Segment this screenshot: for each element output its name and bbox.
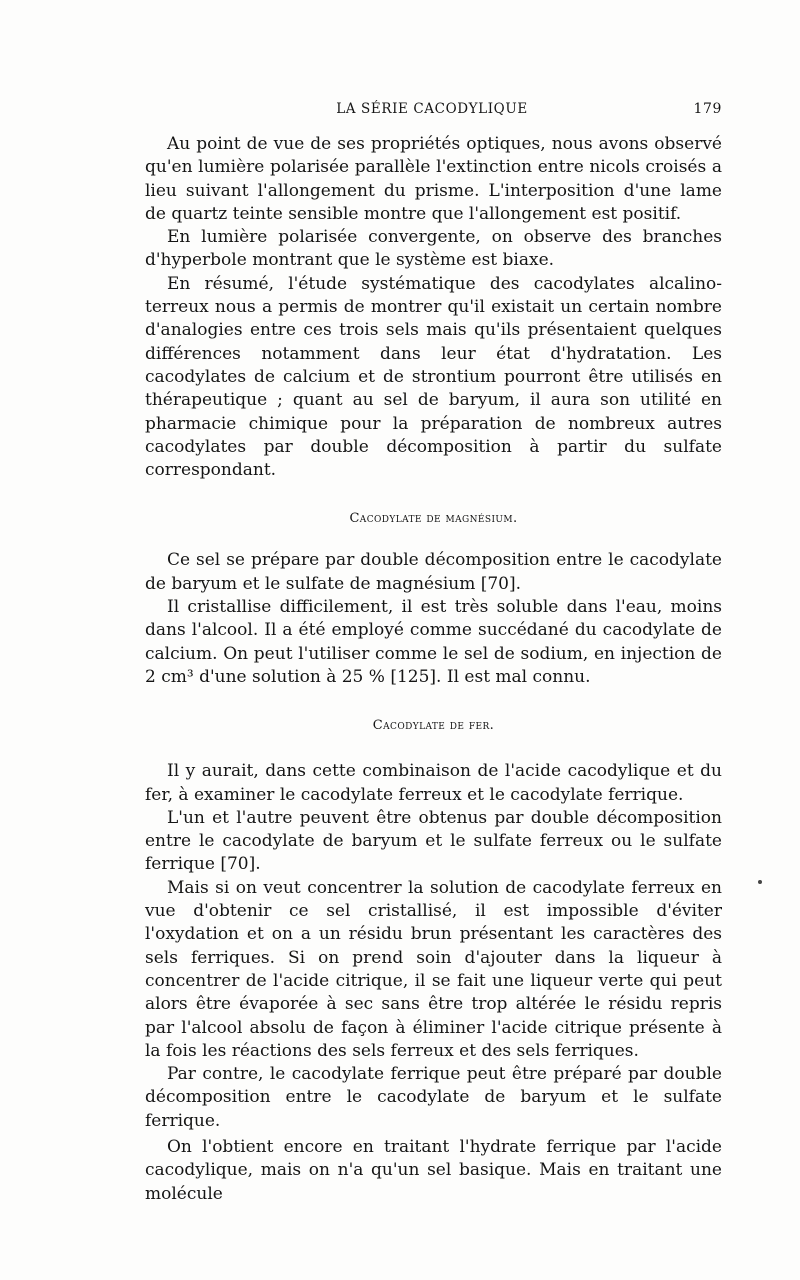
paragraph-summary: En résumé, l'étude systématique des cacodylates alcalino-terreux nous a permis de montrer qu'il existait un certain nombre d'analogies entre ces trois sels mais qu'ils présentaient quelques différences notamment dans leur état d'hydratation. Les cacodylates de calcium et de strontium pourront être utilisés en thérapeutique ; quant au sel de baryum, il aura son utilité en pharmacie chimique pour la préparation de nombreux autres cacodylates par double décomposition à partir du sulfate correspondant. (145, 273, 722, 481)
paragraph-iron-hydrate: On l'obtient encore en traitant l'hydrate ferrique par l'acide cacodylique, mais on n'a qu'un sel basique. Mais en traitant une molécule (145, 1136, 722, 1204)
paragraph-iron-preparation: L'un et l'autre peuvent être obtenus par double décomposition entre le cacodylate de baryum et le sulfate ferreux ou le sulfate ferrique [70]. (145, 807, 722, 875)
page-number: 179 (693, 101, 722, 117)
paragraph-convergent-light: En lumière polarisée convergente, on observe des branches d'hyperbole montrant que le système est biaxe. (145, 227, 722, 271)
paragraph-magnesium-preparation: Ce sel se prépare par double décomposition entre le cacodylate de baryum et le sulfate de magnésium [70]. (145, 550, 722, 594)
paragraph-iron-oxidation: Mais si on veut concentrer la solution de cacodylate ferreux en vue d'obtenir ce sel cristallisé, il est impossible d'éviter l'oxydation et on a un résidu brun présentant les caractères des sels ferriques. Si on prend soin d'ajouter dans la liqueur à concentrer de l'acide citrique, il se fait une liqueur verte qui peut alors être évaporée à sec sans être trop altérée le résidu repris par l'alcool absolu de façon à éliminer l'acide citrique présente à la fois les réactions des sels ferreux et des sels ferriques. (145, 877, 722, 1061)
paragraph-optical-properties: Au point de vue de ses propriétés optiques, nous avons observé qu'en lumière polarisée parallèle l'extinction entre nicols croisés a lieu suivant l'allongement du prisme. L'interposition d'une lame de quartz teinte sensible montre que l'allongement est positif. (145, 134, 722, 224)
paragraph-magnesium-properties: Il cristallise difficilement, il est très soluble dans l'eau, moins dans l'alcool. Il a été employé comme succédané du cacodylate de calcium. On peut l'utiliser comme le sel de sodium, en injection de 2 cm³ d'une solution à 25 % [125]. Il est mal connu. (145, 597, 722, 687)
running-head (142, 101, 722, 125)
section-heading-iron: Cacodylate de fer. (372, 718, 495, 734)
margin-dot (758, 880, 762, 884)
running-title: LA SÉRIE CACODYLIQUE (336, 101, 528, 117)
paragraph-iron-intro: Il y aurait, dans cette combinaison de l'acide cacodylique et du fer, à examiner le cacodylate ferreux et le cacodylate ferrique. (145, 761, 722, 805)
section-heading-magnesium: Cacodylate de magnésium. (349, 511, 518, 527)
paragraph-iron-ferric: Par contre, le cacodylate ferrique peut être préparé par double décomposition entre le cacodylate de baryum et le sulfate ferrique. (145, 1064, 722, 1131)
page-body (145, 133, 722, 1206)
